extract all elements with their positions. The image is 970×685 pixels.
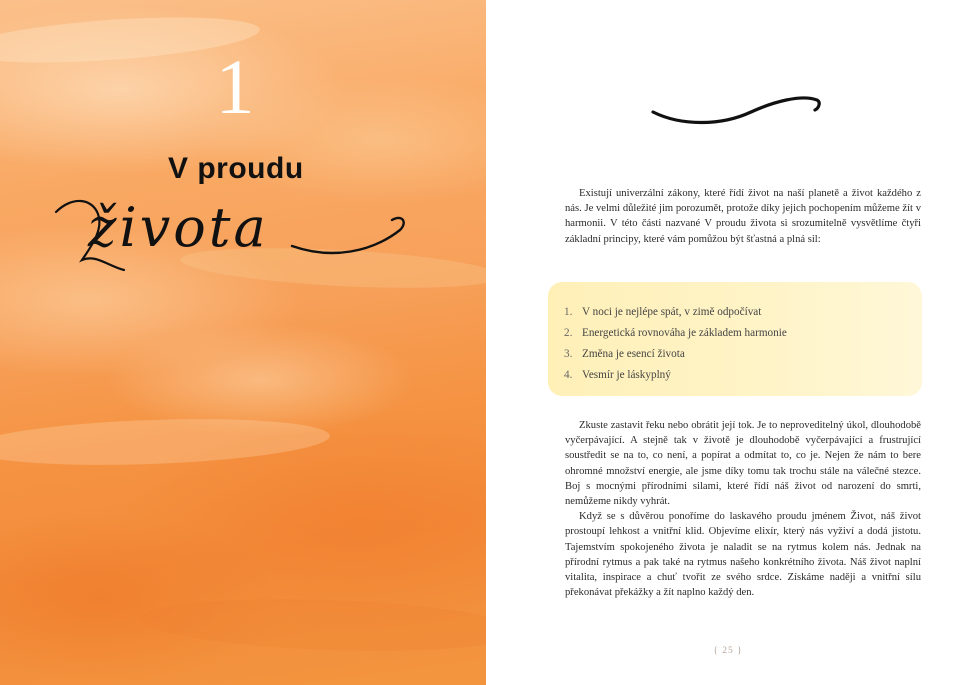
chapter-title-line2: života <box>88 196 269 259</box>
decorative-swash-icon <box>651 92 823 132</box>
list-item-number: 4. <box>564 369 573 381</box>
intro-paragraph <box>565 186 921 247</box>
list-item-text: Změna je esencí života <box>582 348 685 360</box>
body-paragraph: Zkuste zastavit řeku nebo obrátit její tok. Je to neproveditelný úkol, dlouhodobě vyčerpávající. A stejně tak v životě je dlouhodobě vyčerpávající a frustrující soustředit se na to, co není, a popírat a odmítat to, co je. Nejen že nám to bere ohromné množství energie, ale jsme díky tomu tak trochu stále na válečné stezce. Boj s mocnými přírodními silami, které řídí náš život od narození do smrti, nemůžeme nikdy vyhrát. <box>565 420 921 508</box>
text-page <box>486 0 970 685</box>
watercolor-streak <box>0 414 331 471</box>
list-item-text: Energetická rovnováha je základem harmonie <box>582 327 787 339</box>
list-item <box>564 323 787 344</box>
list-item <box>564 344 787 365</box>
list-item-number: 1. <box>564 306 573 318</box>
watercolor-streak <box>139 593 486 656</box>
intro-text: Existují univerzální zákony, které řídí život na naší planetě a život každého z nás. Je velmi důležité jim porozumět, protože díky jejich pochopením můžeme žít v harmonii. V této části nazvané V proudu života si srozumitelně vysvětlíme čtyři základní principy, které vám pomůžou být šťastná a plná sil: <box>565 188 921 245</box>
body-paragraph: Když se s důvěrou ponoříme do laskavého proudu jménem Život, náš život prostoupí lehkost a vnitřní klid. Objevíme elixír, který nás vyživí a dodá jistotu. Tajemstvím spokojeného života je naladit se na rytmus kolem nás. Jednak na přírodní rytmus a pak také na rytmus našeho konkrétního života. Náš život naplní vitalita, inspirace a chuť tvořit ze svého srdce. Získáme naději a vnitřní sílu překonávat překážky a žít naplno každý den. <box>565 511 921 599</box>
chapter-title-line1: V proudu <box>168 152 304 185</box>
page-number: { 25 } <box>713 646 743 656</box>
principles-list <box>564 302 787 386</box>
body-text <box>565 418 921 600</box>
list-item <box>564 365 787 386</box>
list-item-number: 2. <box>564 327 573 339</box>
list-item-text: V noci je nejlépe spát, v zimě odpočívat <box>582 306 762 318</box>
list-item-number: 3. <box>564 348 573 360</box>
list-item-text: Vesmír je láskyplný <box>582 369 671 381</box>
principles-box <box>548 282 922 396</box>
chapter-number: 1 <box>215 43 255 130</box>
list-item <box>564 302 787 323</box>
